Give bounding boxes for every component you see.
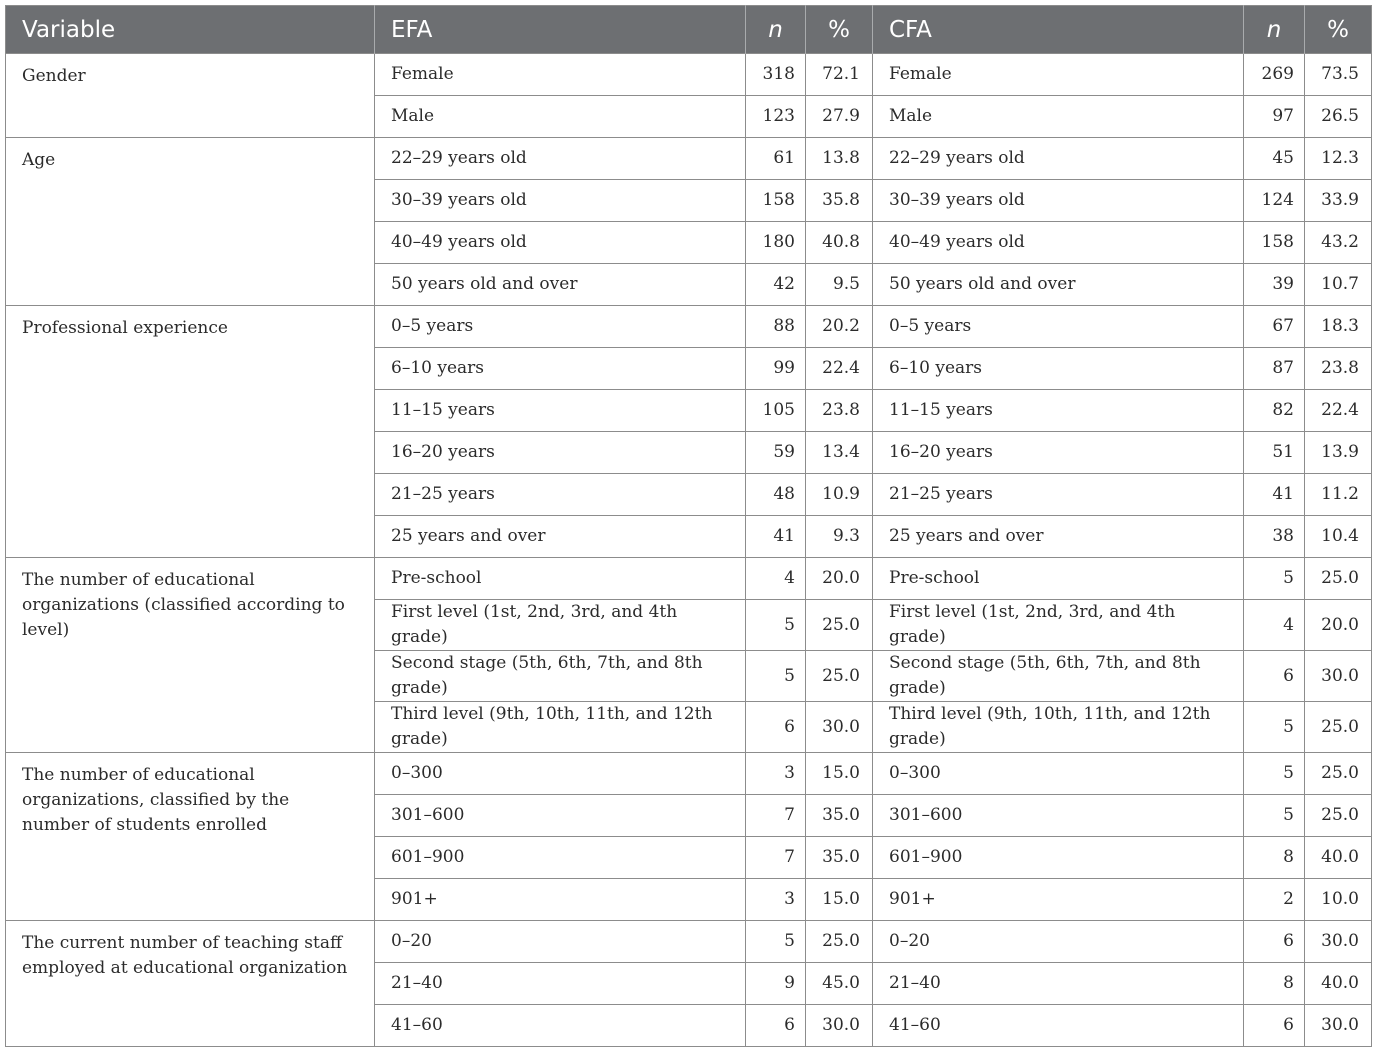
- cfa-percent-cell: 10.7: [1305, 264, 1372, 306]
- cfa-category-cell: 0–5 years: [873, 306, 1244, 348]
- cfa-n-cell: 124: [1244, 180, 1305, 222]
- efa-percent-cell: 15.0: [806, 879, 873, 921]
- efa-category-cell: 40–49 years old: [375, 222, 746, 264]
- cfa-category-cell: 22–29 years old: [873, 138, 1244, 180]
- cfa-percent-cell: 30.0: [1305, 651, 1372, 702]
- efa-n-cell: 88: [746, 306, 806, 348]
- cfa-percent-cell: 30.0: [1305, 921, 1372, 963]
- cfa-n-cell: 39: [1244, 264, 1305, 306]
- efa-n-cell: 318: [746, 54, 806, 96]
- efa-percent-cell: 25.0: [806, 921, 873, 963]
- cfa-category-cell: 21–40: [873, 963, 1244, 1005]
- variable-cell: The number of educational organizations (classified according to level): [6, 558, 375, 753]
- cfa-percent-cell: 33.9: [1305, 180, 1372, 222]
- cfa-n-cell: 5: [1244, 702, 1305, 753]
- efa-percent-cell: 20.2: [806, 306, 873, 348]
- efa-n-cell: 6: [746, 1005, 806, 1047]
- efa-n-cell: 158: [746, 180, 806, 222]
- efa-n-cell: 5: [746, 600, 806, 651]
- cfa-n-cell: 5: [1244, 753, 1305, 795]
- table-row: [6, 558, 1372, 600]
- cfa-percent-cell: 22.4: [1305, 390, 1372, 432]
- cfa-percent-cell: 20.0: [1305, 600, 1372, 651]
- cfa-category-cell: 25 years and over: [873, 516, 1244, 558]
- cfa-percent-cell: 25.0: [1305, 702, 1372, 753]
- cfa-percent-cell: 10.0: [1305, 879, 1372, 921]
- cfa-category-cell: 40–49 years old: [873, 222, 1244, 264]
- cfa-n-cell: 5: [1244, 795, 1305, 837]
- efa-percent-cell: 9.3: [806, 516, 873, 558]
- cfa-n-cell: 158: [1244, 222, 1305, 264]
- cfa-n-cell: 6: [1244, 921, 1305, 963]
- efa-percent-cell: 10.9: [806, 474, 873, 516]
- variable-cell: Gender: [6, 54, 375, 138]
- efa-category-cell: 0–5 years: [375, 306, 746, 348]
- demographics-table: [5, 5, 1372, 1047]
- efa-category-cell: Male: [375, 96, 746, 138]
- efa-percent-cell: 30.0: [806, 1005, 873, 1047]
- efa-percent-cell: 13.8: [806, 138, 873, 180]
- cfa-n-cell: 82: [1244, 390, 1305, 432]
- cfa-n-cell: 51: [1244, 432, 1305, 474]
- cfa-category-cell: 50 years old and over: [873, 264, 1244, 306]
- cfa-percent-cell: 12.3: [1305, 138, 1372, 180]
- efa-n-cell: 61: [746, 138, 806, 180]
- header-efa: EFA: [375, 6, 746, 54]
- cfa-category-cell: 0–300: [873, 753, 1244, 795]
- efa-percent-cell: 15.0: [806, 753, 873, 795]
- variable-cell: The current number of teaching staff employed at educational organization: [6, 921, 375, 1047]
- efa-percent-cell: 22.4: [806, 348, 873, 390]
- efa-percent-cell: 13.4: [806, 432, 873, 474]
- efa-category-cell: 50 years old and over: [375, 264, 746, 306]
- efa-category-cell: Female: [375, 54, 746, 96]
- efa-category-cell: 21–25 years: [375, 474, 746, 516]
- efa-category-cell: 0–300: [375, 753, 746, 795]
- table-row: [6, 54, 1372, 96]
- header-efa-n: n: [746, 6, 806, 54]
- efa-category-cell: Second stage (5th, 6th, 7th, and 8th grade): [375, 651, 746, 702]
- cfa-percent-cell: 26.5: [1305, 96, 1372, 138]
- efa-n-cell: 41: [746, 516, 806, 558]
- efa-category-cell: 6–10 years: [375, 348, 746, 390]
- efa-percent-cell: 72.1: [806, 54, 873, 96]
- cfa-category-cell: 16–20 years: [873, 432, 1244, 474]
- cfa-category-cell: 0–20: [873, 921, 1244, 963]
- efa-category-cell: 901+: [375, 879, 746, 921]
- header-efa-percent: %: [806, 6, 873, 54]
- efa-n-cell: 9: [746, 963, 806, 1005]
- efa-percent-cell: 25.0: [806, 651, 873, 702]
- efa-percent-cell: 23.8: [806, 390, 873, 432]
- efa-category-cell: 30–39 years old: [375, 180, 746, 222]
- efa-category-cell: 16–20 years: [375, 432, 746, 474]
- efa-n-cell: 5: [746, 921, 806, 963]
- table-row: [6, 138, 1372, 180]
- efa-category-cell: 21–40: [375, 963, 746, 1005]
- cfa-category-cell: 41–60: [873, 1005, 1244, 1047]
- efa-percent-cell: 45.0: [806, 963, 873, 1005]
- cfa-category-cell: Third level (9th, 10th, 11th, and 12th grade): [873, 702, 1244, 753]
- table-container: [5, 5, 1372, 1047]
- efa-category-cell: First level (1st, 2nd, 3rd, and 4th grade): [375, 600, 746, 651]
- efa-n-cell: 3: [746, 753, 806, 795]
- efa-percent-cell: 9.5: [806, 264, 873, 306]
- header-cfa-percent: %: [1305, 6, 1372, 54]
- cfa-category-cell: 30–39 years old: [873, 180, 1244, 222]
- table-body: [6, 54, 1372, 1047]
- cfa-percent-cell: 23.8: [1305, 348, 1372, 390]
- efa-n-cell: 59: [746, 432, 806, 474]
- cfa-percent-cell: 10.4: [1305, 516, 1372, 558]
- variable-cell: Professional experience: [6, 306, 375, 558]
- efa-n-cell: 4: [746, 558, 806, 600]
- cfa-percent-cell: 73.5: [1305, 54, 1372, 96]
- efa-percent-cell: 20.0: [806, 558, 873, 600]
- efa-category-cell: Third level (9th, 10th, 11th, and 12th grade): [375, 702, 746, 753]
- efa-category-cell: 601–900: [375, 837, 746, 879]
- cfa-n-cell: 5: [1244, 558, 1305, 600]
- cfa-percent-cell: 25.0: [1305, 795, 1372, 837]
- efa-n-cell: 6: [746, 702, 806, 753]
- cfa-n-cell: 87: [1244, 348, 1305, 390]
- header-cfa: CFA: [873, 6, 1244, 54]
- efa-category-cell: 22–29 years old: [375, 138, 746, 180]
- efa-category-cell: 25 years and over: [375, 516, 746, 558]
- efa-percent-cell: 40.8: [806, 222, 873, 264]
- efa-n-cell: 5: [746, 651, 806, 702]
- header-variable: Variable: [6, 6, 375, 54]
- efa-category-cell: Pre-school: [375, 558, 746, 600]
- efa-category-cell: 41–60: [375, 1005, 746, 1047]
- header-cfa-n: n: [1244, 6, 1305, 54]
- cfa-category-cell: 901+: [873, 879, 1244, 921]
- efa-percent-cell: 25.0: [806, 600, 873, 651]
- cfa-category-cell: First level (1st, 2nd, 3rd, and 4th grade): [873, 600, 1244, 651]
- cfa-n-cell: 2: [1244, 879, 1305, 921]
- cfa-category-cell: 21–25 years: [873, 474, 1244, 516]
- cfa-n-cell: 8: [1244, 837, 1305, 879]
- cfa-percent-cell: 43.2: [1305, 222, 1372, 264]
- variable-cell: Age: [6, 138, 375, 306]
- header-row: [6, 6, 1372, 54]
- efa-n-cell: 7: [746, 837, 806, 879]
- cfa-percent-cell: 40.0: [1305, 963, 1372, 1005]
- cfa-n-cell: 6: [1244, 651, 1305, 702]
- cfa-category-cell: Male: [873, 96, 1244, 138]
- cfa-n-cell: 8: [1244, 963, 1305, 1005]
- efa-n-cell: 180: [746, 222, 806, 264]
- cfa-percent-cell: 40.0: [1305, 837, 1372, 879]
- table-row: [6, 306, 1372, 348]
- table-row: [6, 753, 1372, 795]
- efa-percent-cell: 27.9: [806, 96, 873, 138]
- cfa-percent-cell: 18.3: [1305, 306, 1372, 348]
- table-row: [6, 921, 1372, 963]
- cfa-percent-cell: 30.0: [1305, 1005, 1372, 1047]
- variable-cell: The number of educational organizations, classified by the number of students enrolled: [6, 753, 375, 921]
- efa-n-cell: 123: [746, 96, 806, 138]
- cfa-n-cell: 4: [1244, 600, 1305, 651]
- cfa-n-cell: 38: [1244, 516, 1305, 558]
- cfa-percent-cell: 13.9: [1305, 432, 1372, 474]
- efa-n-cell: 3: [746, 879, 806, 921]
- cfa-category-cell: Pre-school: [873, 558, 1244, 600]
- cfa-category-cell: 301–600: [873, 795, 1244, 837]
- cfa-category-cell: 11–15 years: [873, 390, 1244, 432]
- cfa-n-cell: 41: [1244, 474, 1305, 516]
- cfa-percent-cell: 25.0: [1305, 753, 1372, 795]
- cfa-category-cell: Female: [873, 54, 1244, 96]
- efa-n-cell: 48: [746, 474, 806, 516]
- cfa-percent-cell: 11.2: [1305, 474, 1372, 516]
- efa-n-cell: 42: [746, 264, 806, 306]
- efa-percent-cell: 35.0: [806, 837, 873, 879]
- efa-n-cell: 7: [746, 795, 806, 837]
- cfa-percent-cell: 25.0: [1305, 558, 1372, 600]
- efa-percent-cell: 30.0: [806, 702, 873, 753]
- cfa-category-cell: Second stage (5th, 6th, 7th, and 8th grade): [873, 651, 1244, 702]
- efa-percent-cell: 35.0: [806, 795, 873, 837]
- cfa-category-cell: 6–10 years: [873, 348, 1244, 390]
- cfa-n-cell: 269: [1244, 54, 1305, 96]
- cfa-n-cell: 67: [1244, 306, 1305, 348]
- cfa-n-cell: 6: [1244, 1005, 1305, 1047]
- efa-percent-cell: 35.8: [806, 180, 873, 222]
- efa-category-cell: 301–600: [375, 795, 746, 837]
- efa-category-cell: 11–15 years: [375, 390, 746, 432]
- efa-n-cell: 99: [746, 348, 806, 390]
- cfa-category-cell: 601–900: [873, 837, 1244, 879]
- cfa-n-cell: 45: [1244, 138, 1305, 180]
- efa-n-cell: 105: [746, 390, 806, 432]
- efa-category-cell: 0–20: [375, 921, 746, 963]
- cfa-n-cell: 97: [1244, 96, 1305, 138]
